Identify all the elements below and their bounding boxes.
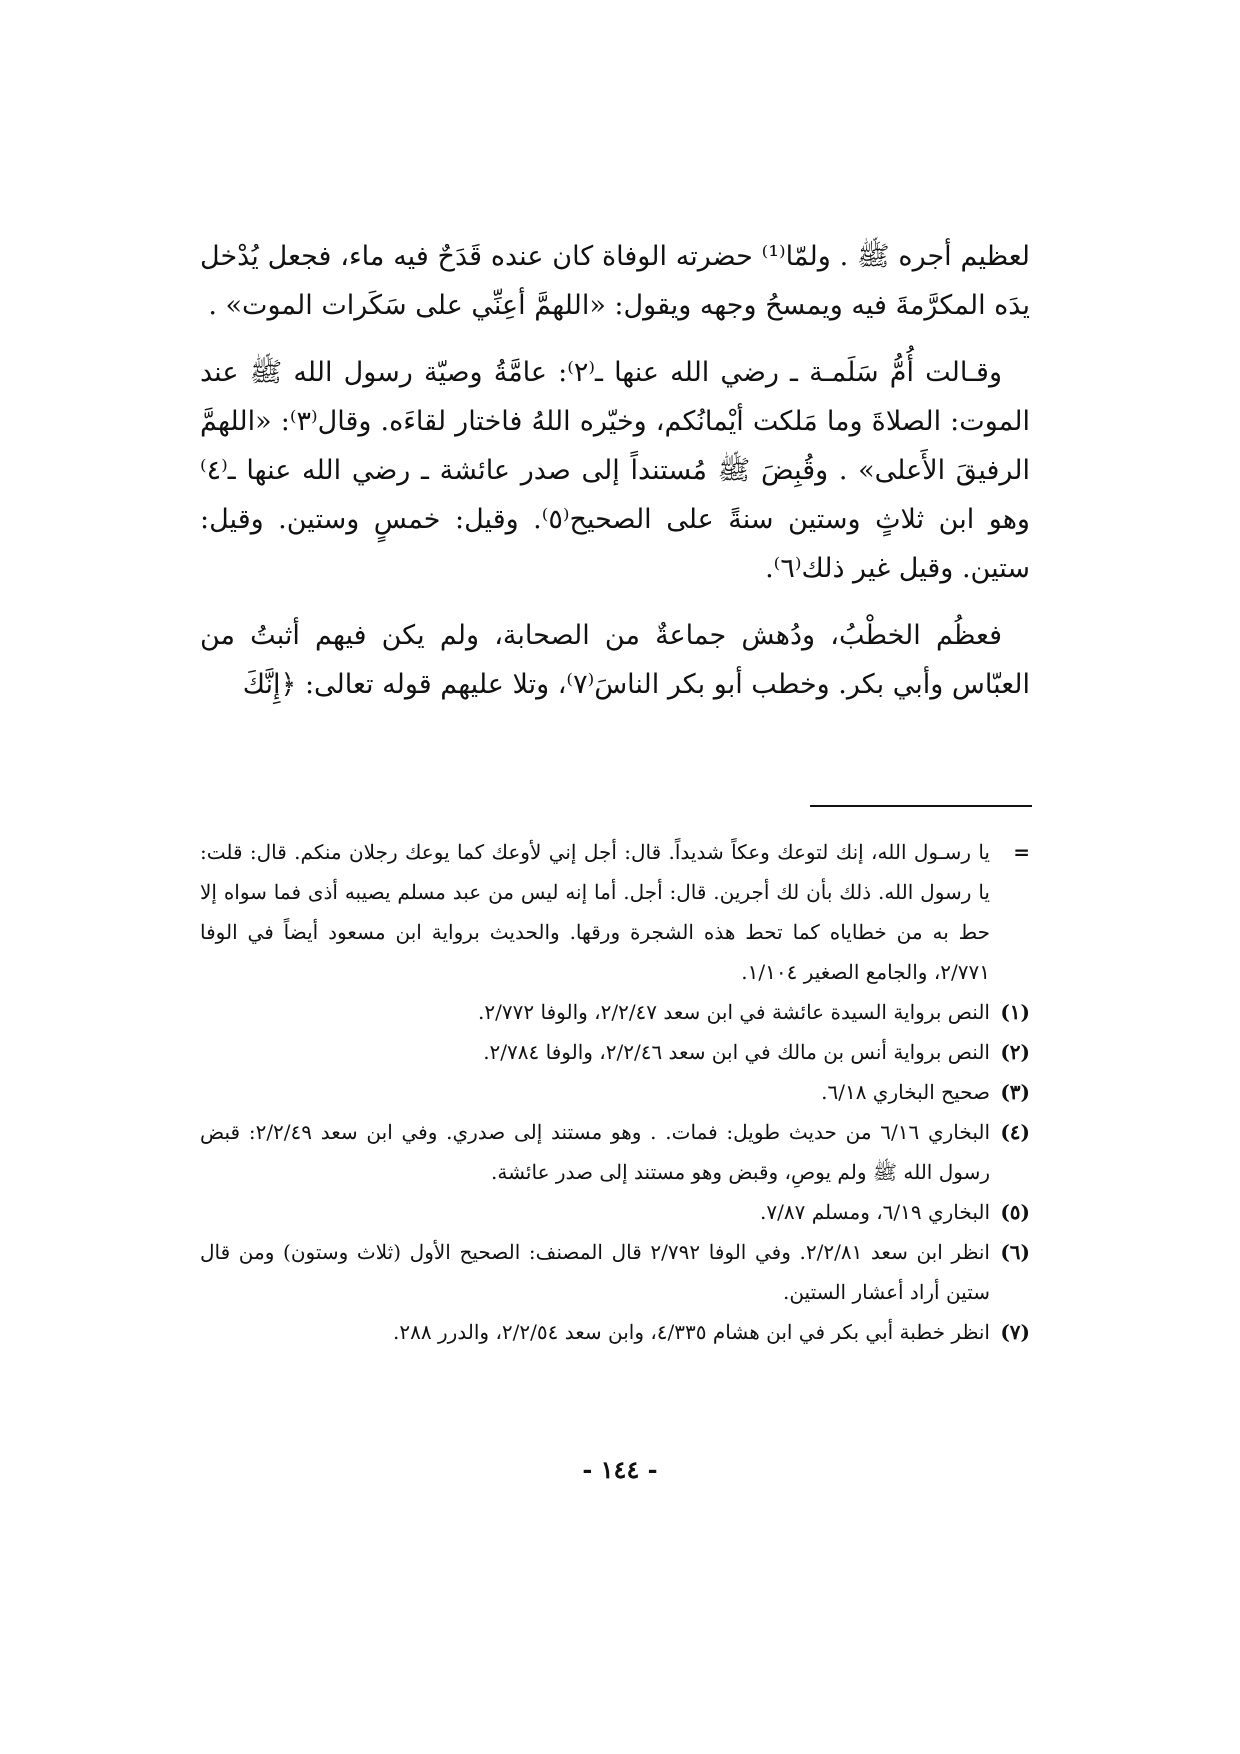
footnote-4: [200, 1112, 1030, 1192]
text-line: ابن ثلاثٍ وستين سنةً على الصحيح⁽٥⁾. وقيل: خمسٍ وستين. وقيل: ستين.: [200, 504, 1030, 584]
footnote-line: يا رسـول الله، إنك لتوعك وعكاً شديداً. قال: أجل إني لأوعك كما يوعك رجلان: [348, 840, 990, 864]
paragraph: [200, 611, 1030, 709]
footnote-separator: [810, 805, 1032, 807]
footnote-line: البخاري ٦/١٩، ومسلم ٧/٨٧.: [760, 1200, 990, 1224]
text-line: فعظُم الخطْبُ، ودُهش جماعةٌ من الصحابة، ولم يكن فيهم أثبتُ من: [200, 620, 1002, 651]
footnote-line: البخاري ٦/١٦ من حديث طويل: فمات. . وهو مستند إلى صدري. وفي ابن سعد: [320, 1120, 990, 1144]
footnote-line: ٢/٢/٤٩: قبض رسول الله ﷺ ولم يوصِ، وقبض وهو مستند إلى صدر عائشة.: [200, 1120, 990, 1184]
text-line: الرفيقَ الأَعلى» . وقُبِضَ ﷺ مُستنداً إلى صدر عائشة ـ رضي الله عنها ـ⁽٤⁾ وهو: [200, 455, 1030, 535]
footnote-1: [200, 992, 1030, 1032]
footnote-line: انظر خطبة أبي بكر في ابن هشام ٤/٣٣٥، وابن سعد ٢/٢/٥٤، والدرر ٢٨٨.: [393, 1320, 990, 1344]
paragraph: [200, 348, 1030, 593]
footnote-line: النص برواية السيدة عائشة في ابن سعد ٢/٢/٤٧، والوفا ٢/٧٧٢.: [478, 1000, 990, 1024]
footnote-continuation: [200, 832, 1030, 992]
footnote-line: صحيح البخاري ٦/١٨.: [821, 1080, 990, 1104]
footnote-5: [200, 1192, 1030, 1232]
footnote-6: [200, 1232, 1030, 1312]
footnote-mark: (٧): [1000, 1320, 1030, 1344]
footnote-mark: (٢): [1000, 1040, 1030, 1064]
footnote-mark: (٦): [1000, 1240, 1030, 1264]
footnote-mark: (٤): [1000, 1120, 1030, 1144]
footnote-mark: (١): [1000, 1000, 1030, 1024]
text-line: لعظيم أجره ﷺ . ولمّا⁽¹⁾ حضرته الوفاة كان عنده قَدَحٌ فيه ماء، فجعل يُدْخل: [200, 241, 1031, 272]
footnote-7: [200, 1312, 1030, 1352]
footnote-line: والحديث برواية ابن مسعود أيضاً في الوفا ٢/٧٧١، والجامع الصغير ١/١٠٤.: [200, 920, 990, 984]
text-line: العبّاس وأبي بكر. وخطب أبو بكر الناسَ⁽٧⁾، وتلا عليهم قوله تعالى: ﴿إِنَّكَ: [242, 669, 1030, 700]
footnote-2: [200, 1032, 1030, 1072]
text-line: الموت: الصلاةَ وما مَلكت أيْمانُكم، وخيّره اللهُ فاختار لقاءَه. وقال⁽٣⁾: «اللهمَّ: [200, 406, 1030, 437]
footnote-line: منكم. قال: قلت: يا رسول الله. ذلك بأن لك أجرين. قال: أجل. أما إنه ليس من: [200, 840, 990, 904]
footnote-line: انظر ابن سعد ٢/٢/٨١. وفي الوفا ٢/٧٩٢ قال المصنف: الصحيح الأول (ثلاث: [356, 1240, 990, 1264]
text-line: وقـالت أُمُّ سَلَمـة ـ رضي الله عنها ـ⁽٢⁾: عامَّةُ وصيّة رسول الله ﷺ عند: [200, 357, 1002, 388]
footnote-line: وستون) ومن قال ستين أراد أعشار الستين.: [200, 1240, 990, 1304]
main-text: [200, 232, 1030, 727]
page-number: - ١٤٤ -: [582, 1455, 658, 1484]
footnote-mark: (٣): [1000, 1080, 1030, 1104]
footnote-line: النص برواية أنس بن مالك في ابن سعد ٢/٢/٤٦، والوفا ٢/٧٨٤.: [483, 1040, 990, 1064]
footnote-3: [200, 1072, 1030, 1112]
footnote-line: عبد مسلم يصيبه أذى فما سواه إلا حط به من خطاياه كما تحط هذه الشجرة ورقها.: [200, 880, 991, 944]
paragraph: [200, 232, 1030, 330]
footnote-mark: =: [1013, 840, 1030, 864]
text-line: يدَه المكرَّمةَ فيه ويمسحُ وجهه ويقول: «اللهمَّ أعِنِّي على سَكَرات الموت» .: [208, 290, 1030, 321]
footnotes: [200, 832, 1030, 1352]
footnote-mark: (٥): [1000, 1200, 1030, 1224]
text-line: وقيل غير ذلك⁽٦⁾.: [765, 553, 954, 584]
